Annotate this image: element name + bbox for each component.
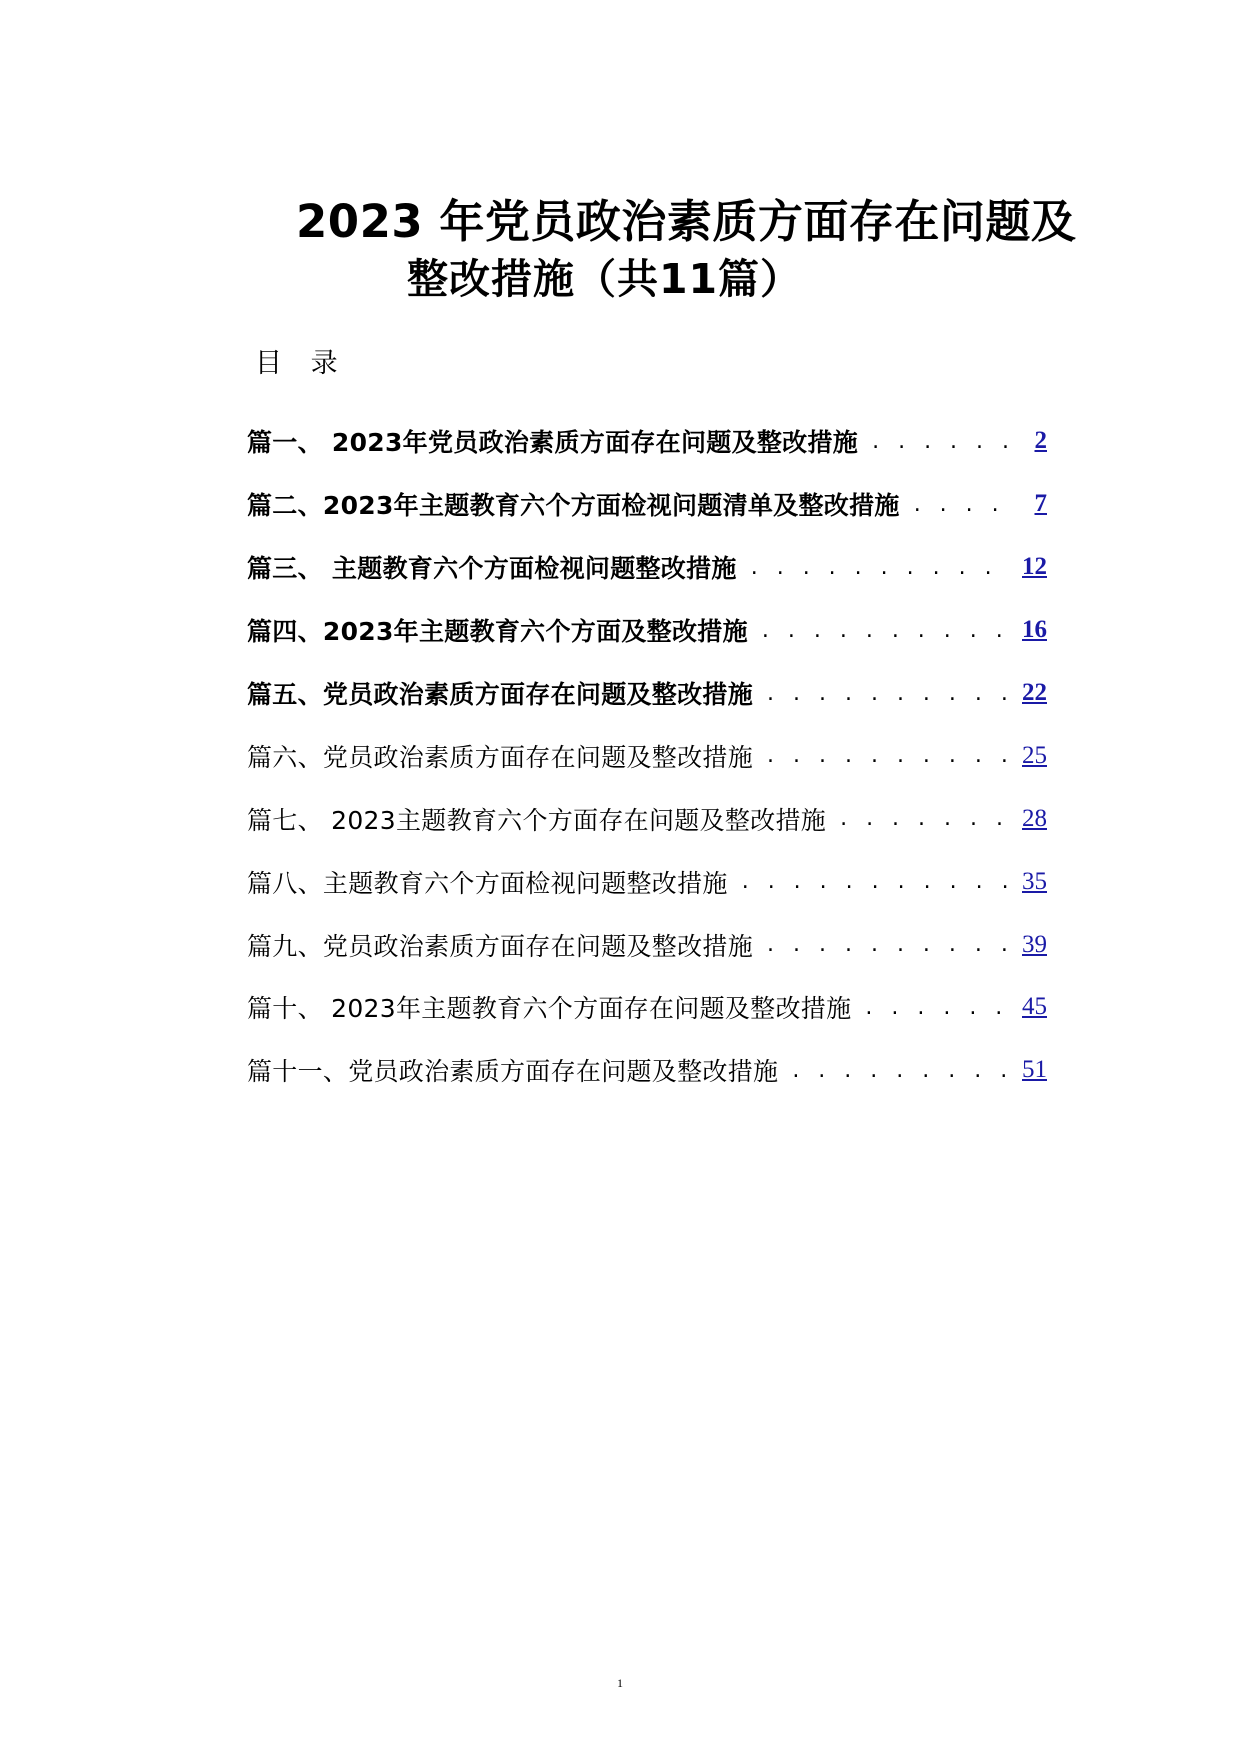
toc-entry-title: 篇十一、党员政治素质方面存在问题及整改措施: [247, 1057, 779, 1087]
toc-dot-leader: [762, 618, 1011, 643]
toc-entry-title: 篇五、党员政治素质方面存在问题及整改措施: [247, 680, 754, 709]
table-of-contents: [247, 410, 1047, 1102]
toc-entry: [247, 913, 1047, 976]
toc-dot-leader: [767, 932, 1011, 957]
toc-dot-leader: [872, 429, 1011, 454]
document-title-line-2: 整改措施（共11篇）: [407, 255, 803, 303]
toc-entry-title: 篇四、2023年主题教育六个方面及整改措施: [247, 617, 748, 647]
toc-page-link[interactable]: 25: [1022, 741, 1047, 769]
toc-entry-title: 篇七、 2023主题教育六个方面存在问题及整改措施: [247, 805, 827, 835]
toc-dot-leader: [767, 681, 1011, 706]
toc-entry: [247, 599, 1047, 662]
toc-page-link[interactable]: 28: [1022, 804, 1047, 832]
toc-page-link[interactable]: 39: [1022, 930, 1047, 958]
toc-dot-leader: [792, 1058, 1011, 1083]
toc-entry: [247, 410, 1047, 473]
toc-page-link[interactable]: 7: [1034, 490, 1047, 518]
toc-page-link[interactable]: 16: [1022, 616, 1047, 644]
toc-page-link[interactable]: 45: [1022, 993, 1047, 1021]
toc-entry-title: 篇十、 2023年主题教育六个方面存在问题及整改措施: [247, 994, 852, 1024]
toc-dot-leader: [751, 555, 1011, 580]
document-title-line-1: 2023 年党员政治素质方面存在问题及: [296, 195, 1077, 248]
toc-entry: [247, 787, 1047, 850]
toc-entry: [247, 850, 1047, 913]
toc-page-link[interactable]: 51: [1022, 1056, 1047, 1084]
toc-dot-leader: [742, 869, 1011, 894]
toc-entry: [247, 1039, 1047, 1102]
toc-entry-title: 篇九、党员政治素质方面存在问题及整改措施: [247, 931, 754, 961]
toc-entry: [247, 724, 1047, 787]
toc-entry-title: 篇六、党员政治素质方面存在问题及整改措施: [247, 742, 754, 772]
toc-dot-leader: [840, 806, 1011, 831]
toc-dot-leader: [767, 743, 1011, 768]
toc-entry: [247, 976, 1047, 1039]
toc-entry-title: 篇二、2023年主题教育六个方面检视问题清单及整改措施: [247, 491, 900, 521]
toc-entry: [247, 662, 1047, 725]
page-number: 1: [617, 1676, 623, 1690]
toc-page-link[interactable]: 22: [1022, 679, 1047, 706]
toc-entry: [247, 473, 1047, 536]
toc-page-link[interactable]: 35: [1022, 867, 1047, 895]
toc-page-link[interactable]: 2: [1034, 427, 1047, 455]
toc-entry-title: 篇八、主题教育六个方面检视问题整改措施: [247, 868, 728, 898]
toc-entry-title: 篇一、 2023年党员政治素质方面存在问题及整改措施: [247, 428, 859, 458]
toc-dot-leader: [865, 995, 1011, 1020]
toc-entry-title: 篇三、 主题教育六个方面检视问题整改措施: [247, 554, 737, 584]
toc-dot-leader: [914, 492, 1011, 517]
toc-entry: [247, 536, 1047, 599]
toc-page-link[interactable]: 12: [1022, 553, 1047, 581]
toc-heading: 目 录: [255, 348, 348, 379]
